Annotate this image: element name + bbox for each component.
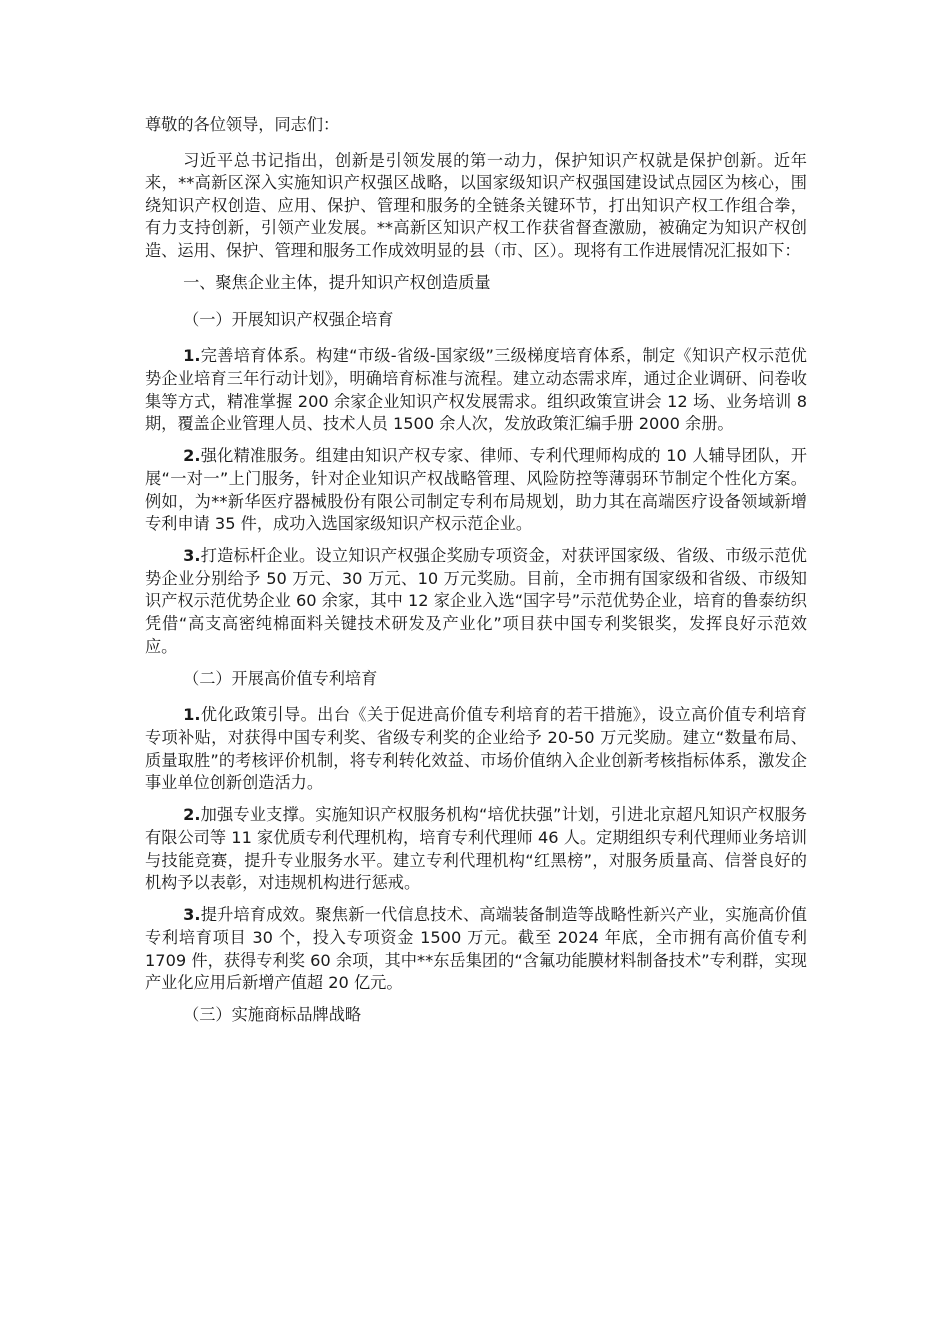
item-number: 2. xyxy=(183,446,201,466)
paragraph-1-2 xyxy=(145,445,807,535)
subsection-3-heading: （三）实施商标品牌战略 xyxy=(183,1005,362,1025)
paragraph-2-2 xyxy=(145,804,807,894)
subsection-2-heading: （二）开展高价值专利培育 xyxy=(183,668,378,688)
item-text: 加强专业支撑。实施知识产权服务机构“培优扶强”计划，引进北京超凡知识产权服务有限公司等 11 家优质专利代理机构，培育专利代理师 46 人。定期组织专利代理师业务培训与技能竞赛，提升专业服务水平。建立专利代理机构“红黑榜”，对服务质量高、信誉良好的机构予以表彰，对违规机构进行惩戒。 xyxy=(145,805,807,893)
item-text: 打造标杆企业。设立知识产权强企奖励专项资金，对获评国家级、省级、市级示范优势企业分别给予 50 万元、30 万元、10 万元奖励。目前，全市拥有国家级和省级、市级知识产权示范优势企业 60 余家，其中 12 家企业入选“国字号”示范优势企业，培育的鲁泰纺织凭借“高支高密纯棉面料关键技术研发及产业化”项目获中国专利奖银奖，发挥良好示范效应。 xyxy=(145,546,807,656)
item-number: 1. xyxy=(183,705,201,725)
salutation: 尊敬的各位领导，同志们： xyxy=(145,115,340,134)
item-number: 3. xyxy=(183,905,201,925)
item-number: 2. xyxy=(183,805,201,825)
paragraph-2-3 xyxy=(145,904,807,994)
item-text: 提升培育成效。聚焦新一代信息技术、高端装备制造等战略性新兴产业，实施高价值专利培育项目 30 个，投入专项资金 1500 万元。截至 2024 年底，全市拥有高价值专利 1709 件，获得专利奖 60 余项，其中**东岳集团的“含氟功能膜材料制备技术”专利群，实现产业化应用后新增产值超 20 亿元。 xyxy=(145,905,807,993)
document-page xyxy=(145,114,807,1041)
item-text: 强化精准服务。组建由知识产权专家、律师、专利代理师构成的 10 人辅导团队，开展“一对一”上门服务，针对企业知识产权战略管理、风险防控等薄弱环节制定个性化方案。例如，为**新华医疗器械股份有限公司制定专利布局规划，助力其在高端医疗设备领域新增专利申请 35 件，成功入选国家级知识产权示范企业。 xyxy=(145,446,807,534)
paragraph-1-1 xyxy=(145,345,807,435)
section-1-heading: 一、聚焦企业主体，提升知识产权创造质量 xyxy=(183,273,491,293)
item-text: 完善培育体系。构建“市级-省级-国家级”三级梯度培育体系，制定《知识产权示范优势企业培育三年行动计划》，明确培育标准与流程。建立动态需求库，通过企业调研、问卷收集等方式，精准掌握 200 余家企业知识产权发展需求。组织政策宣讲会 12 场、业务培训 8 期，覆盖企业管理人员、技术人员 1500 余人次，发放政策汇编手册 2000 余册。 xyxy=(145,346,807,434)
intro-paragraph: 习近平总书记指出，创新是引领发展的第一动力，保护知识产权就是保护创新。近年来，**高新区深入实施知识产权强区战略，以国家级知识产权强国建设试点园区为核心，围绕知识产权创造、应用、保护、管理和服务的全链条关键环节，打出知识产权工作组合拳，有力支持创新，引领产业发展。**高新区知识产权工作获省督查激励，被确定为知识产权创造、运用、保护、管理和服务工作成效明显的县（市、区）。现将有工作进展情况汇报如下： xyxy=(145,150,807,260)
paragraph-1-3 xyxy=(145,545,807,658)
item-text: 优化政策引导。出台《关于促进高价值专利培育的若干措施》，设立高价值专利培育专项补贴，对获得中国专利奖、省级专利奖的企业给予 20-50 万元奖励。建立“数量布局、质量取胜”的考核评价机制，将专利转化效益、市场价值纳入企业创新考核指标体系，激发企事业单位创新创造活力。 xyxy=(145,705,807,793)
item-number: 1. xyxy=(183,346,201,366)
subsection-1-heading: （一）开展知识产权强企培育 xyxy=(183,309,394,329)
item-number: 3. xyxy=(183,546,201,566)
paragraph-2-1 xyxy=(145,704,807,794)
